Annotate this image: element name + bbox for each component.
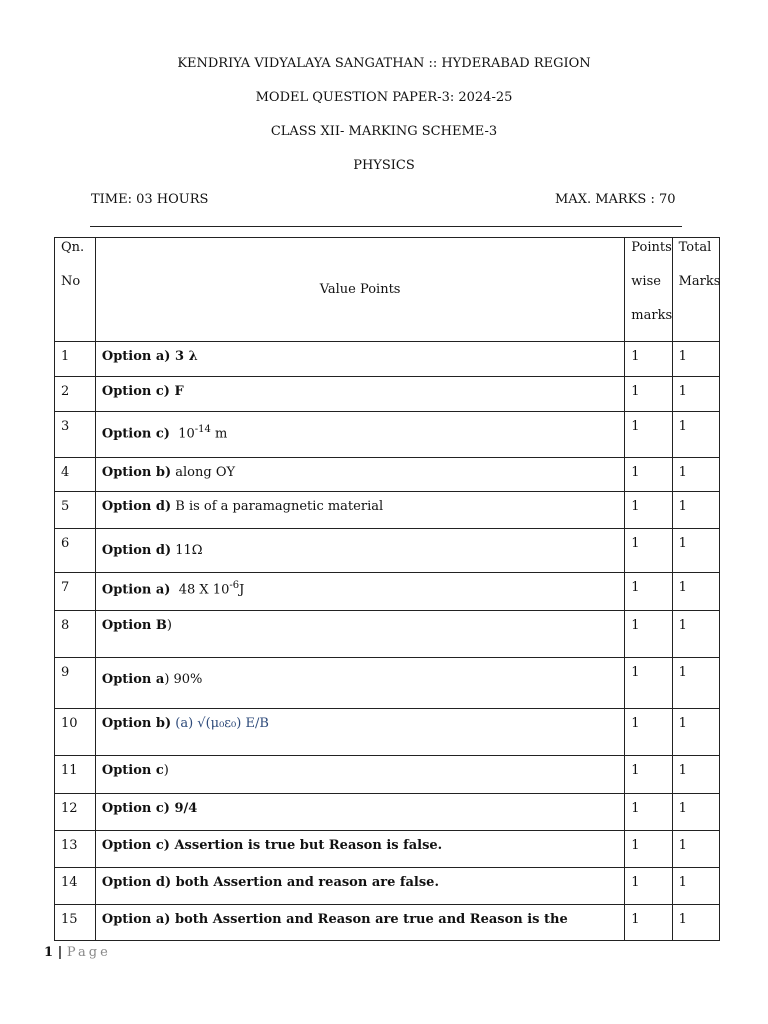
value-point: Option a) both Assertion and Reason are true and Reason is the	[95, 905, 624, 941]
question-number: 4	[55, 458, 96, 492]
points-mark: 1	[625, 573, 672, 611]
total-mark: 1	[672, 905, 719, 941]
question-number: 9	[55, 658, 96, 709]
question-number: 13	[55, 831, 96, 868]
page-number: 1	[44, 945, 54, 960]
table-row	[55, 868, 720, 905]
question-number: 6	[55, 529, 96, 573]
question-number: 12	[55, 794, 96, 831]
table-row	[55, 831, 720, 868]
table-row	[55, 794, 720, 831]
total-mark: 1	[672, 529, 719, 573]
header-value-points: Value Points	[95, 238, 624, 342]
points-mark: 1	[625, 377, 672, 412]
question-number: 8	[55, 611, 96, 658]
points-mark: 1	[625, 458, 672, 492]
table-row	[55, 756, 720, 794]
total-mark: 1	[672, 492, 719, 529]
question-number: 15	[55, 905, 96, 941]
header-rule	[90, 226, 682, 227]
table-row	[55, 458, 720, 492]
points-mark: 1	[625, 868, 672, 905]
value-point: Option d) both Assertion and reason are false.	[95, 868, 624, 905]
value-point: Option c) $10^{-14}$ m	[95, 412, 624, 458]
table-row	[55, 658, 720, 709]
points-mark: 1	[625, 709, 672, 756]
header-qn-no: Qn. No	[55, 238, 96, 342]
value-point: Option B)	[95, 611, 624, 658]
value-point: Option d) B is of a paramagnetic material	[95, 492, 624, 529]
value-point: Option a) 90%	[95, 658, 624, 709]
value-point: Option c)	[95, 756, 624, 794]
points-mark: 1	[625, 831, 672, 868]
question-number: 14	[55, 868, 96, 905]
points-mark: 1	[625, 658, 672, 709]
question-number: 1	[55, 342, 96, 377]
page-word: Page	[66, 945, 111, 960]
table-row	[55, 905, 720, 941]
header-subject: PHYSICS	[353, 158, 415, 173]
points-mark: 1	[625, 905, 672, 941]
table-row	[55, 377, 720, 412]
max-marks-label: MAX. MARKS : 70	[555, 192, 676, 207]
question-number: 7	[55, 573, 96, 611]
table-row	[55, 573, 720, 611]
header-paper: MODEL QUESTION PAPER-3: 2024-25	[255, 90, 513, 105]
question-number: 5	[55, 492, 96, 529]
table-row	[55, 709, 720, 756]
footer-separator: |	[53, 945, 67, 960]
total-mark: 1	[672, 611, 719, 658]
value-point: Option c) F	[95, 377, 624, 412]
value-point: Option b) along OY	[95, 458, 624, 492]
total-mark: 1	[672, 342, 719, 377]
points-mark: 1	[625, 611, 672, 658]
total-mark: 1	[672, 573, 719, 611]
table-row	[55, 611, 720, 658]
table-row	[55, 412, 720, 458]
header-org: KENDRIYA VIDYALAYA SANGATHAN :: HYDERABAD REGION	[177, 56, 591, 71]
total-mark: 1	[672, 868, 719, 905]
points-mark: 1	[625, 756, 672, 794]
value-point: Option a) 3 λ	[95, 342, 624, 377]
header-points-wise: Points wise marks	[625, 238, 672, 342]
total-mark: 1	[672, 377, 719, 412]
points-mark: 1	[625, 412, 672, 458]
table-row	[55, 529, 720, 573]
value-point: Option c) 9/4	[95, 794, 624, 831]
total-mark: 1	[672, 756, 719, 794]
total-mark: 1	[672, 794, 719, 831]
total-mark: 1	[672, 412, 719, 458]
table-header-row	[55, 238, 720, 342]
header-class: CLASS XII- MARKING SCHEME-3	[270, 124, 498, 139]
question-number: 10	[55, 709, 96, 756]
value-point: Option d) 11Ω	[95, 529, 624, 573]
header-total-marks: Total Marks	[672, 238, 719, 342]
total-mark: 1	[672, 458, 719, 492]
total-mark: 1	[672, 658, 719, 709]
page-footer	[44, 945, 111, 960]
table-row	[55, 342, 720, 377]
points-mark: 1	[625, 342, 672, 377]
value-point: Option b) (a) √(μ₀ε₀) E/B	[95, 709, 624, 756]
points-mark: 1	[625, 529, 672, 573]
question-number: 11	[55, 756, 96, 794]
value-point: Option a) 48 X $10^{-6}J$	[95, 573, 624, 611]
question-number: 3	[55, 412, 96, 458]
marking-scheme-table	[54, 237, 720, 941]
time-label: TIME: 03 HOURS	[91, 192, 209, 207]
question-number: 2	[55, 377, 96, 412]
value-point: Option c) Assertion is true but Reason is false.	[95, 831, 624, 868]
total-mark: 1	[672, 831, 719, 868]
points-mark: 1	[625, 492, 672, 529]
total-mark: 1	[672, 709, 719, 756]
points-mark: 1	[625, 794, 672, 831]
table-row	[55, 492, 720, 529]
